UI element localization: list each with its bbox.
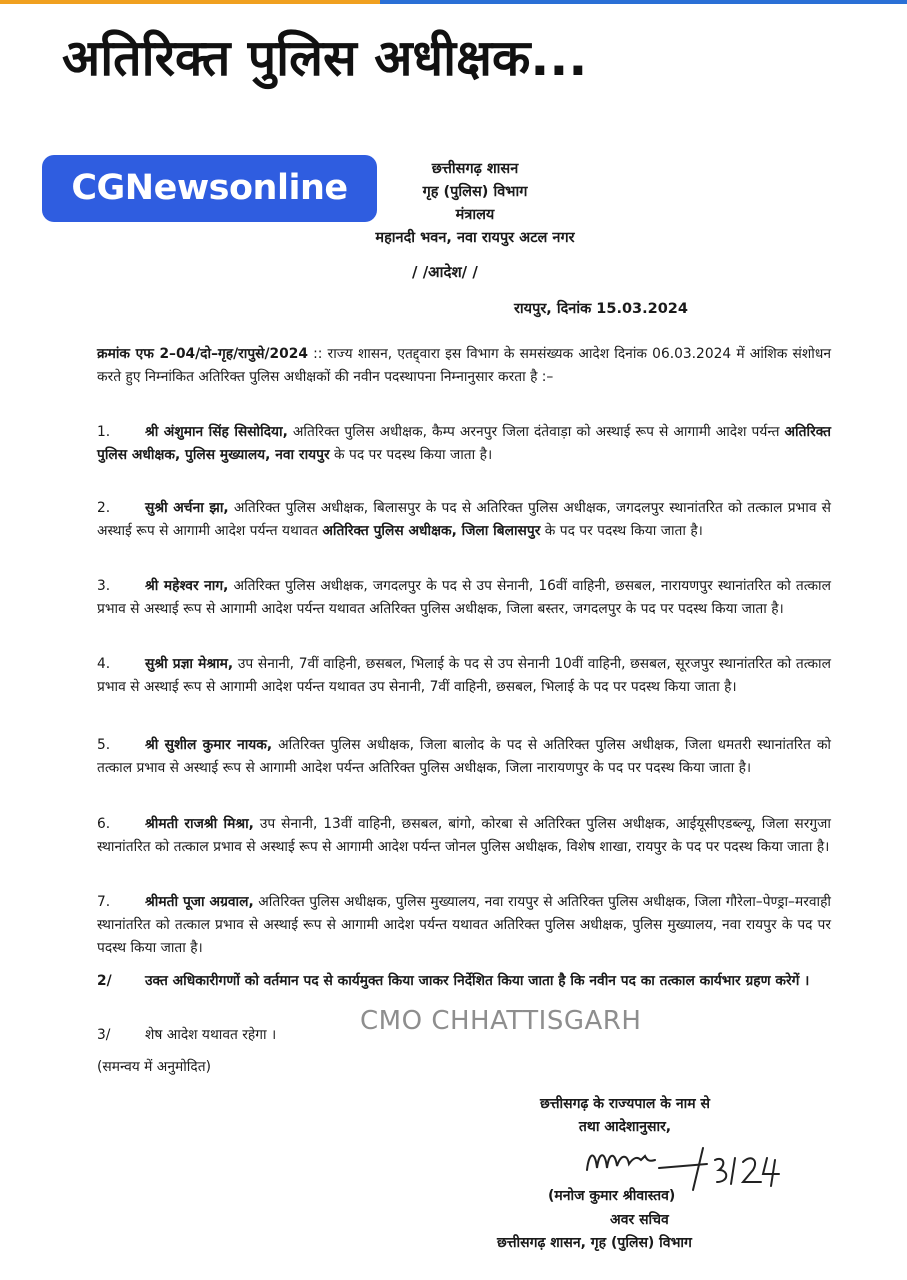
item-number: 7. <box>97 894 111 910</box>
order-item-2 <box>97 497 831 543</box>
top-rule-orange <box>0 0 380 4</box>
officer-name: श्रीमती पूजा अग्रवाल, <box>145 894 254 910</box>
cmo-watermark: CMO CHHATTISGARH <box>360 1006 642 1036</box>
remaining-order-text: शेष आदेश यथावत रहेगा । <box>145 1027 277 1043</box>
headline: अतिरिक्त पुलिस अधीक्षक... <box>62 29 588 87</box>
letterhead <box>330 158 620 250</box>
officer-name: श्री अंशुमान सिंह सिसोदिया, <box>145 424 288 440</box>
order-item-4 <box>97 653 831 699</box>
signatory-designation: अवर सचिव <box>610 1212 669 1228</box>
cgnewsonline-badge: CGNewsonline <box>42 155 377 222</box>
order-title: / /आदेश/ / <box>412 263 478 281</box>
letterhead-address: महानदी भवन, नवा रायपुर अटल नगर <box>375 230 575 246</box>
closing-line-2: तथा आदेशानुसार, <box>578 1119 672 1135</box>
paragraph-number: 2/ <box>97 973 112 989</box>
item-text: उप सेनानी, 13वीं वाहिनी, छसबल, बांगो, कोरबा से अतिरिक्त पुलिस अधीक्षक, आईयूसीएडब्ल्यू, जिला सरगुजा स्थानांतरित को तत्काल प्रभाव से अस्थाई रूप से आगामी आदेश पर्यन्त जोनल पुलिस अधीक्षक, विशेष शाखा, रायपुर के पद पर पदस्थ किया जाता है। <box>97 816 831 855</box>
remaining-order-paragraph <box>97 1025 276 1044</box>
order-item-3 <box>97 575 831 621</box>
officer-name: सुश्री प्रज्ञा मेश्राम, <box>145 656 234 672</box>
item-text-end: के पद पर पदस्थ किया जाता है। <box>540 523 703 539</box>
item-text: अतिरिक्त पुलिस अधीक्षक, बिलासपुर के पद से अतिरिक्त पुलिस अधीक्षक, जगदलपुर स्थानांतरित को तत्काल प्रभाव से अस्थाई रूप से आगामी आदेश पर्यन्त यथावत <box>97 500 831 539</box>
relieving-paragraph <box>97 970 831 993</box>
order-item-5 <box>97 734 831 780</box>
intro-text: :: राज्य शासन, एतद्द्वारा इस विभाग के समसंख्यक आदेश दिनांक 06.03.2024 में आंशिक संशोधन करते हुए निम्नांकित अतिरिक्त पुलिस अधीक्षकों की नवीन पदस्थापना निम्नानुसार करता है :– <box>97 346 831 385</box>
order-item-6 <box>97 813 831 859</box>
item-posting: अतिरिक्त पुलिस अधीक्षक, पुलिस मुख्यालय, नवा रायपुर <box>97 424 831 463</box>
officer-name: सुश्री अर्चना झा, <box>145 500 229 516</box>
paragraph-number: 3/ <box>97 1027 111 1043</box>
officer-name: श्री सुशील कुमार नायक, <box>145 737 273 753</box>
closing-line-1: छत्तीसगढ़ के राज्यपाल के नाम से <box>540 1096 710 1112</box>
order-date: रायपुर, दिनांक 15.03.2024 <box>514 301 688 317</box>
item-text: अतिरिक्त पुलिस अधीक्षक, कैम्प अरनपुर जिला दंतेवाड़ा को अस्थाई रूप से आगामी आदेश पर्यन्त <box>287 424 785 440</box>
officer-name: श्रीमती राजश्री मिश्रा, <box>145 816 254 832</box>
top-color-rule <box>0 0 907 4</box>
item-text: उप सेनानी, 7वीं वाहिनी, छसबल, भिलाई के पद से उप सेनानी 10वीं वाहिनी, छसबल, सूरजपुर स्थानांतरित को तत्काल प्रभाव से अस्थाई रूप से आगामी आदेश पर्यन्त यथावत उप सेनानी, 7वीं वाहिनी, छसबल, भिलाई के पद पर पदस्थ किया जाता है। <box>97 656 831 695</box>
item-text-end: के पद पर पदस्थ किया जाता है। <box>329 447 493 463</box>
item-posting: अतिरिक्त पुलिस अधीक्षक, जिला बिलासपुर <box>322 523 541 539</box>
item-number: 3. <box>97 578 111 594</box>
item-number: 2. <box>97 500 111 516</box>
letterhead-department: गृह (पुलिस) विभाग <box>422 184 528 200</box>
intro-paragraph <box>97 343 831 389</box>
letterhead-ministry: मंत्रालय <box>455 207 495 223</box>
top-rule-blue <box>380 0 907 4</box>
item-number: 5. <box>97 737 111 753</box>
item-number: 6. <box>97 816 111 832</box>
signatory-name: (मनोज कुमार श्रीवास्तव) <box>548 1188 676 1204</box>
item-text: अतिरिक्त पुलिस अधीक्षक, जिला बालोद के पद से अतिरिक्त पुलिस अधीक्षक, जिला धमतरी स्थानांतरित को तत्काल प्रभाव से अस्थाई रूप से आगामी आदेश पर्यन्त अतिरिक्त पुलिस अधीक्षक, जिला नारायणपुर के पद पर पदस्थ किया जाता है। <box>97 737 831 776</box>
coordination-note: (समन्वय में अनुमोदित) <box>97 1059 211 1075</box>
order-item-1 <box>97 421 831 467</box>
item-text: अतिरिक्त पुलिस अधीक्षक, पुलिस मुख्यालय, नवा रायपुर से अतिरिक्त पुलिस अधीक्षक, जिला गौरेला–पेण्ड्रा–मरवाही स्थानांतरित को तत्काल प्रभाव से अस्थाई रूप से आगामी आदेश पर्यन्त यथावत अतिरिक्त पुलिस अधीक्षक, पुलिस मुख्यालय, नवा रायपुर के पद पर पदस्थ किया जाता है। <box>97 894 831 956</box>
officer-name: श्री महेश्वर नाग, <box>145 578 229 594</box>
item-number: 1. <box>97 424 111 440</box>
order-reference: क्रमांक एफ 2–04/दो–गृह/रापुसे/2024 <box>97 346 308 362</box>
signatory-department: छत्तीसगढ़ शासन, गृह (पुलिस) विभाग <box>497 1235 692 1251</box>
item-number: 4. <box>97 656 111 672</box>
letterhead-government: छत्तीसगढ़ शासन <box>431 161 519 177</box>
order-item-7 <box>97 891 831 960</box>
relieving-text: उक्त अधिकारीगणों को वर्तमान पद से कार्यमुक्त किया जाकर निर्देशित किया जाता है कि नवीन पद का तत्काल कार्यभार ग्रहण करेगें । <box>145 973 810 989</box>
item-text: अतिरिक्त पुलिस अधीक्षक, जगदलपुर के पद से उप सेनानी, 16वीं वाहिनी, छसबल, नारायणपुर स्थानांतरित को तत्काल प्रभाव से अस्थाई रूप से आगामी आदेश पर्यन्त यथावत अतिरिक्त पुलिस अधीक्षक, जिला बस्तर, जगदलपुर के पद पर पदस्थ किया जाता है। <box>97 578 831 617</box>
